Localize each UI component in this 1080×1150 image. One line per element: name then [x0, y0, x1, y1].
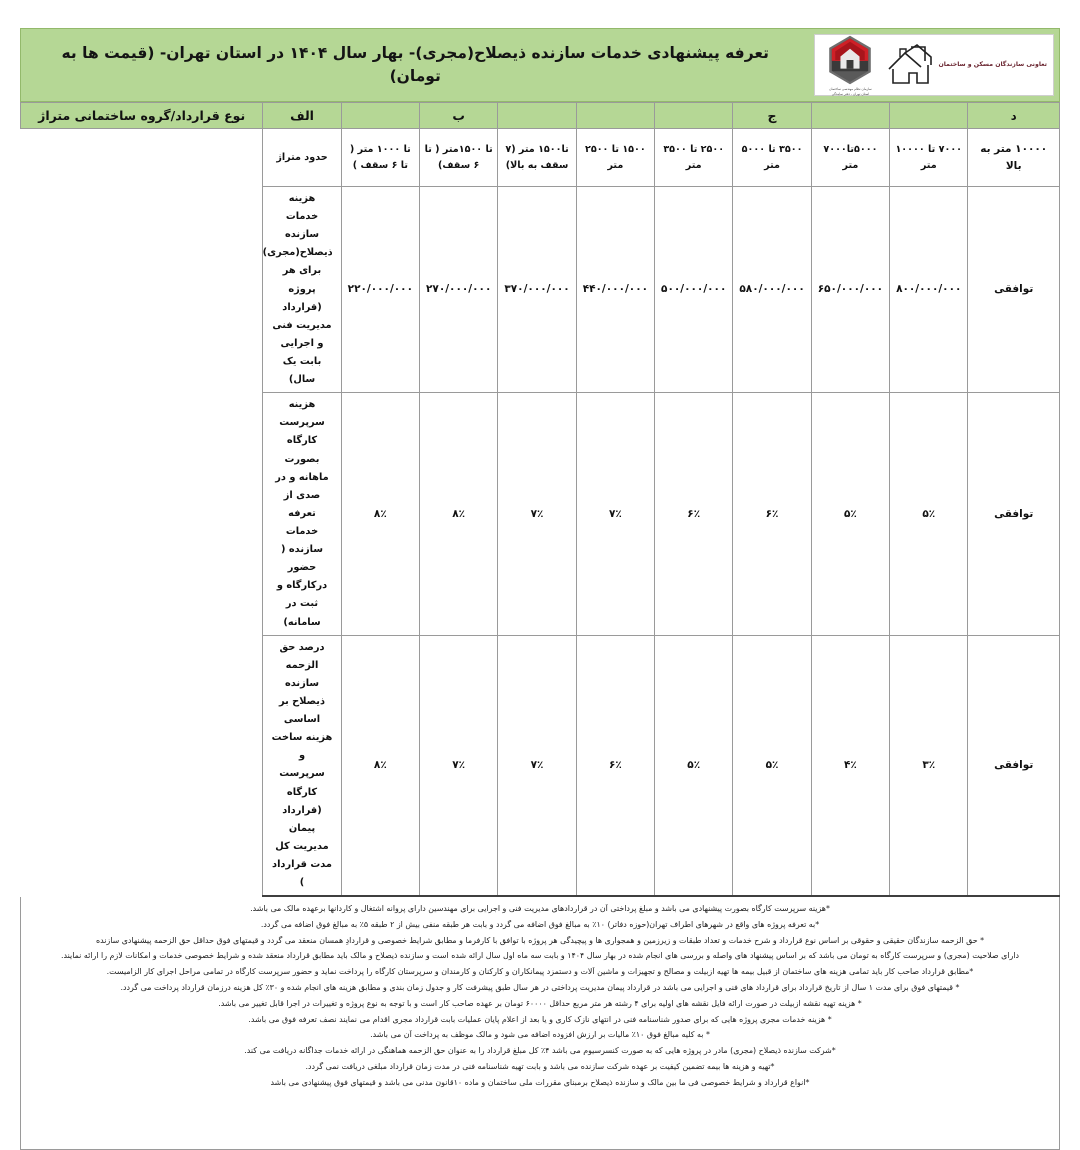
column-range-c6: ۱۵۰۰ تا ۲۵۰۰ متر [576, 129, 654, 187]
row-label-1-line2: (قرارداد مدیریت فنی و اجرایی بابت یک سال) [272, 301, 332, 386]
tariff-table [20, 102, 1060, 897]
row-label-2 [263, 393, 341, 635]
note-item: * به کلیه مبالغ فوق ۱۰٪ مالیات بر ارزش افزوده اضافه می شود و مالک موظف به پرداخت آن می باشد. [370, 1030, 710, 1040]
cell-r3-c5: ۵٪ [655, 635, 733, 896]
cell-r1-c8: ۲۷۰/۰۰۰/۰۰۰ [420, 187, 498, 393]
note-item: دارای صلاحیت (مجری) و سرپرست کارگاه به تومان می باشد که بر اساس پیشنهاد های واصله و بررسی های انجام شده در بهار سال ۱۴۰۴ و بابت سه ماه اول سال ارائه شده است و سازنده ذیصلاح و مالک باید مطابق قرارداد منعقد شده و شرایط خصوصی خدمات و امکانات لازم را ارائه نمایند. [60, 951, 1020, 961]
page-title: تعرفه پیشنهادی خدمات سازنده ذیصلاح(مجری)- بهار سال ۱۴۰۴ در استان تهران- (قیمت ها به تومان) [61, 43, 769, 85]
cell-r1-c4: ۵۸۰/۰۰۰/۰۰۰ [733, 187, 811, 393]
table-body [21, 187, 1060, 897]
table-row [21, 635, 1060, 896]
note-item: *شرکت سازنده ذیصلاح (مجری) مادر در پروژه هایی که به صورت کنسرسیوم می باشد ۴٪ کل مبلغ قرارداد را به عنوان حق الزحمه هماهنگی در ارائه خدمات جداگانه دریافت می کند. [244, 1046, 836, 1056]
row-label-2-line2: سازنده ( حضور درکارگاه و ثبت در سامانه) [276, 544, 328, 628]
group-header-b-spacer-1 [341, 103, 419, 129]
cell-r3-c9: ۸٪ [341, 635, 419, 896]
cell-r2-c6: ۷٪ [576, 393, 654, 635]
row-label-3-line3: (قرارداد پیمان مدیریت کل مدت قرارداد ) [272, 804, 332, 889]
cell-r2-c1: توافقی [968, 393, 1060, 635]
group-header-alef: الف [263, 103, 341, 129]
cell-r2-c8: ۸٪ [420, 393, 498, 635]
column-range-c1: ۱۰۰۰۰ متر به بالا [968, 129, 1060, 187]
group-header-j-spacer-2 [576, 103, 654, 129]
table-subheader-row [21, 129, 1060, 187]
cell-r3-c8: ۷٪ [420, 635, 498, 896]
cell-r1-c6: ۴۴۰/۰۰۰/۰۰۰ [576, 187, 654, 393]
column-subheader-area-range: حدود متراژ [263, 129, 341, 187]
group-header-d-spacer-1 [890, 103, 968, 129]
header-title-cell [21, 29, 809, 101]
house-outline-icon [887, 43, 933, 87]
cell-r3-c2: ۳٪ [890, 635, 968, 896]
cell-r2-c5: ۶٪ [655, 393, 733, 635]
hexagon-house-icon [824, 34, 876, 86]
note-item: *هزینه سرپرست کارگاه بصورت پیشنهادی می باشد و مبلغ پرداختی آن در قراردادهای مدیریت فنی و اجرایی برای مهندسین دارای پروانه اشتغال و کاردانها برعهده مالک می باشد. [250, 904, 830, 914]
document-header [20, 28, 1060, 102]
note-item: *به تعرفه پروژه های واقع در شهرهای اطراف تهران(حوزه دفاتر) ۱۰٪ به مبالغ فوق اضافه می گردد و بابت هر طبقه منفی بیش از ۲ طبقه ۵٪ به مبالغ فوق اضافه می گردد. [260, 919, 820, 929]
cell-r1-c2: ۸۰۰/۰۰۰/۰۰۰ [890, 187, 968, 393]
group-header-j-spacer-3 [498, 103, 576, 129]
note-item: * قیمتهای فوق برای مدت ۱ سال از تاریخ قرارداد برای قرارداد های فنی و اجرایی می باشد در قرارداد پیمان مدیریت پرداختی در هر سال طبق پیشرفت کار و جدول زمان بندی و مطابق هزینه های انجام شده و ۳۰٪ کل هزینه درزمان قرارداد پرداخت می گردد. [120, 982, 960, 992]
table-group-header-row [21, 103, 1060, 129]
row-label-3 [263, 635, 341, 896]
column-header-contract-type: نوع قرارداد/گروه ساختمانی متراژ [21, 103, 263, 129]
engineering-org-logo [821, 34, 879, 96]
cell-r1-c3: ۶۵۰/۰۰۰/۰۰۰ [811, 187, 889, 393]
cell-r1-c1: توافقی [968, 187, 1060, 393]
cell-r1-c5: ۵۰۰/۰۰۰/۰۰۰ [655, 187, 733, 393]
engineering-org-caption: سازمان نظام مهندسی ساختمان استان تهران - دفتر نمایندگی [829, 87, 872, 96]
note-item: *تهیه و هزینه ها بیمه تضمین کیفیت بر عهده شرکت سازنده می باشد و بابت تهیه شناسنامه فنی در مدت زمان قرارداد مبلغی دریافت نمی گردد. [305, 1061, 775, 1071]
cell-r3-c7: ۷٪ [498, 635, 576, 896]
column-range-c5: ۲۵۰۰ تا ۳۵۰۰ متر [655, 129, 733, 187]
cell-r2-c4: ۶٪ [733, 393, 811, 635]
group-header-j: ج [733, 103, 811, 129]
cell-r2-c9: ۸٪ [341, 393, 419, 635]
cell-r2-c2: ۵٪ [890, 393, 968, 635]
cell-r2-c3: ۵٪ [811, 393, 889, 635]
row-label-3-line1: درصد حق الزحمه سازنده ذیصلاح بر اساسی هزینه ساخت و [271, 641, 333, 762]
group-header-d-spacer-2 [811, 103, 889, 129]
column-range-c9: تا ۱۰۰۰ متر ( تا ۶ سقف ) [341, 129, 419, 187]
column-range-c4: ۳۵۰۰ تا ۵۰۰۰ متر [733, 129, 811, 187]
group-header-d: د [968, 103, 1060, 129]
row-label-1-line1: هزینه خدمات سازنده ذیصلاح(مجری) برای هر پروژه [262, 193, 333, 295]
cell-r2-c7: ۷٪ [498, 393, 576, 635]
row-label-3-line2: سرپرست کارگاه [279, 768, 325, 798]
table-row [21, 393, 1060, 635]
column-range-c3: ۵۰۰۰تا۷۰۰۰ متر [811, 129, 889, 187]
cell-r3-c6: ۶٪ [576, 635, 654, 896]
column-range-c7: تا۱۵۰۰ متر (۷ سقف به بالا) [498, 129, 576, 187]
cooperative-logo [883, 43, 1047, 87]
group-header-j-spacer-1 [655, 103, 733, 129]
cell-r3-c1: توافقی [968, 635, 1060, 896]
notes-section [20, 897, 1060, 1150]
cell-r3-c3: ۴٪ [811, 635, 889, 896]
cell-r1-c7: ۳۷۰/۰۰۰/۰۰۰ [498, 187, 576, 393]
table-row [21, 187, 1060, 393]
logo-panel [814, 34, 1054, 96]
cooperative-logo-text: تعاونی سازندگان مسکن و ساختمان [938, 60, 1047, 68]
cell-r3-c4: ۵٪ [733, 635, 811, 896]
row-label-2-line1: هزینه سرپرست کارگاه بصورت ماهانه و در صدی از تعرفه خدمات [275, 399, 329, 537]
column-range-c2: ۷۰۰۰ تا ۱۰۰۰۰ متر [890, 129, 968, 187]
cell-r1-c9: ۲۲۰/۰۰۰/۰۰۰ [341, 187, 419, 393]
note-item: * حق الزحمه سازندگان حقیقی و حقوقی بر اساس نوع قرارداد و شرح خدمات و تعداد طبقات و زیرزمین و همجواری ها و پیچیدگی هر پروژه با توافق با کارفرما و مطابق شرایط خصوصی و قراردادِ همسان منعقد می گردد و قیمتهای فوق حداقل حق الزحمه پیشنهادی سازنده [95, 935, 985, 945]
note-item: * هزینه تهیه نقشه ازبیلت در صورت ارائه فایل نقشه های اولیه برای ۴ رشته هر متر مربع حداقل ۶۰۰۰۰ تومان بر عهده صاحب کار است و با توجه به نوع پروژه و تغییرات در اجرا قابل تغییر می باشد. [218, 998, 862, 1008]
column-range-c8: تا ۱۵۰۰متر ( تا ۶ سقف) [420, 129, 498, 187]
row-label-1 [263, 187, 341, 393]
note-item: *انواع قرارداد و شرایط خصوصی فی ما بین مالک و سازنده ذیصلاح برمبنای مقررات ملی ساختمان و ماده ۱۰قانون مدنی می باشد و قیمتهای فوق پیشنهادی می باشد [270, 1077, 810, 1087]
group-header-b: ب [420, 103, 498, 129]
note-item: * هزینه خدمات مجری پروژه هایی که برای صدور شناسنامه فنی در انتهای نازک کاری و یا بعد از اعلام پایان عملیات بابت قرارداد مجری اقدام می نمایند نصف تعرفه فوق می باشد. [248, 1014, 832, 1024]
note-item: *مطابق قرارداد صاحب کار باید تمامی هزینه های ساختمان از قبیل بیمه ها تهیه ازبیلت و مصالح و تجهیزات و ماشین آلات و دستمزد پیمانکاران و کارکنان و کارمندان و سرپرستان کارگاه را پرداخت نماید و حضور سرپرست کارگاه در تمامی مراحل اجرای کار الزامیست. [106, 967, 974, 977]
